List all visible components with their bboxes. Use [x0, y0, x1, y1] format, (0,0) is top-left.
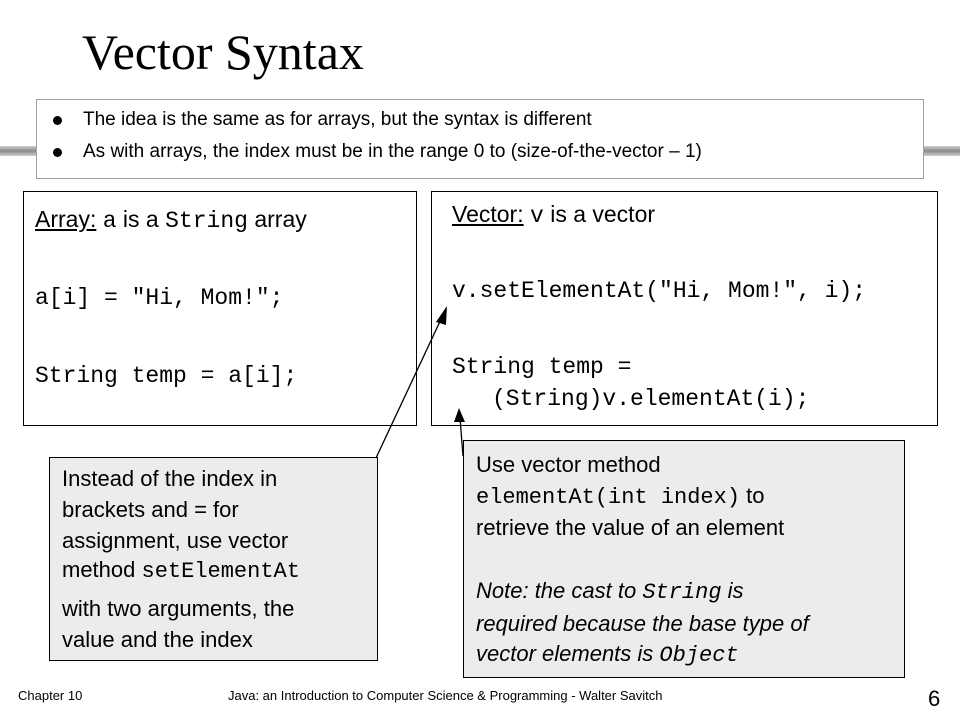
- note-text-part: vector elements is: [476, 641, 660, 666]
- vector-code-cast: (String)v.elementAt(i);: [492, 386, 810, 412]
- note-code: setElementAt: [141, 559, 300, 584]
- array-code-read: String temp = a[i];: [35, 363, 298, 389]
- note-text: with two arguments, the: [62, 596, 295, 621]
- note-text: retrieve the value of an element: [476, 515, 785, 540]
- arrowhead-icon: [454, 408, 465, 422]
- array-heading-label: Array:: [35, 206, 97, 232]
- note-text: brackets and = for: [62, 497, 239, 522]
- array-heading-mid: is a: [116, 206, 166, 232]
- note-text-part: is: [721, 578, 744, 603]
- note-text: assignment, use vector: [62, 528, 289, 553]
- vector-code-set: v.setElementAt("Hi, Mom!", i);: [452, 278, 867, 304]
- vector-code-temp: String temp =: [452, 354, 632, 380]
- bullet-text: As with arrays, the index must be in the range 0 to (size-of-the-vector – 1): [83, 141, 702, 162]
- page-number: 6: [928, 686, 941, 711]
- note-code: Object: [659, 643, 739, 668]
- array-heading-end: array: [247, 206, 307, 232]
- vector-heading-label: Vector:: [452, 201, 524, 227]
- footer-chapter: Chapter 10: [18, 688, 83, 703]
- note-text: required because the base type of: [476, 611, 809, 636]
- array-code-assign: a[i] = "Hi, Mom!";: [35, 285, 284, 311]
- note-text-part: method: [62, 557, 142, 582]
- note-text: Instead of the index in: [62, 466, 278, 491]
- vector-heading-end: is a vector: [543, 201, 656, 227]
- footer-book: Java: an Introduction to Computer Science & Programming - Walter Savitch: [228, 688, 663, 703]
- note-text: value and the index: [62, 627, 253, 652]
- note-text-part: to: [740, 483, 765, 508]
- array-heading-var: a: [102, 208, 117, 234]
- arrow-to-setelementat: [376, 315, 443, 458]
- array-heading-type: String: [165, 208, 248, 234]
- arrowhead-icon: [436, 306, 447, 325]
- bullet-text: The idea is the same as for arrays, but the syntax is different: [83, 109, 592, 130]
- slide-title: Vector Syntax: [82, 24, 364, 80]
- arrow-to-elementat: [460, 418, 463, 456]
- vector-heading-var: v: [530, 203, 544, 229]
- note-code: elementAt(int index): [476, 485, 741, 510]
- note-text: Use vector method: [476, 452, 661, 477]
- note-code: String: [642, 580, 722, 605]
- note-text-part: Note: the cast to: [476, 578, 643, 603]
